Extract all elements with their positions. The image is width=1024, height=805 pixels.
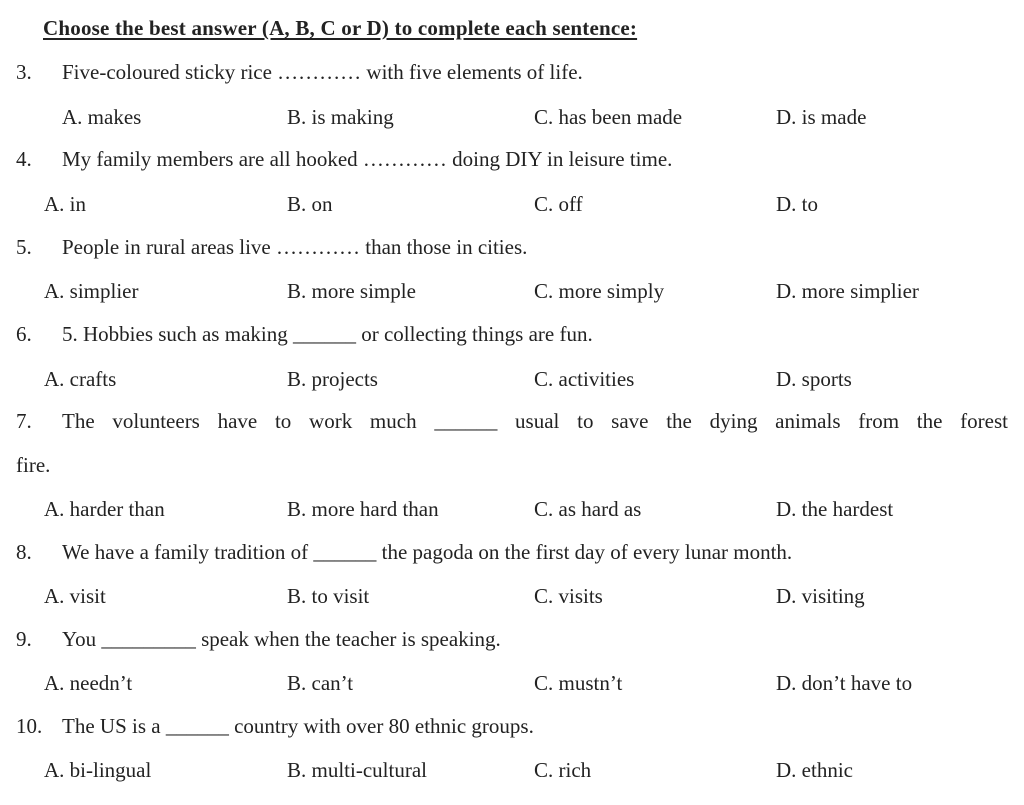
option-d: D. more simplier bbox=[776, 279, 919, 303]
option-d: D. the hardest bbox=[776, 497, 894, 521]
option-c: C. visits bbox=[534, 584, 603, 608]
question-number: 3. bbox=[16, 60, 32, 84]
question-number: 5. bbox=[16, 235, 32, 259]
option-a: A. simplier bbox=[44, 279, 139, 303]
instruction-heading: Choose the best answer (A, B, C or D) to complete each sentence: bbox=[43, 16, 638, 40]
question-text: 5. Hobbies such as making ______ or collecting things are fun. bbox=[62, 322, 593, 346]
option-b: B. multi-cultural bbox=[287, 758, 427, 782]
option-c: C. activities bbox=[534, 367, 635, 391]
option-d: D. is made bbox=[776, 105, 867, 129]
option-a: A. harder than bbox=[44, 497, 165, 521]
option-c: C. mustn’t bbox=[534, 671, 623, 695]
question-number: 4. bbox=[16, 147, 32, 171]
question-text: You _________ speak when the teacher is speaking. bbox=[62, 627, 501, 651]
question-continuation: fire. bbox=[16, 453, 51, 477]
question-number: 6. bbox=[16, 322, 32, 346]
option-d: D. don’t have to bbox=[776, 671, 913, 695]
question-text: People in rural areas live ………… than those in cities. bbox=[62, 235, 528, 259]
option-c: C. more simply bbox=[534, 279, 665, 303]
option-c: C. rich bbox=[534, 758, 592, 782]
option-c: C. off bbox=[534, 192, 583, 216]
option-b: B. projects bbox=[287, 367, 378, 391]
option-d: D. to bbox=[776, 192, 818, 216]
option-a: A. bi-lingual bbox=[44, 758, 152, 782]
option-b: B. is making bbox=[287, 105, 394, 129]
question-text: We have a family tradition of ______ the pagoda on the first day of every lunar month. bbox=[62, 540, 793, 564]
question-3 bbox=[16, 62, 583, 83]
option-d: D. ethnic bbox=[776, 758, 853, 782]
question-6 bbox=[16, 324, 593, 345]
question-10 bbox=[16, 716, 534, 737]
option-d: D. visiting bbox=[776, 584, 865, 608]
question-text: My family members are all hooked ………… doing DIY in leisure time. bbox=[62, 147, 673, 171]
question-text: Five-coloured sticky rice ………… with five elements of life. bbox=[62, 60, 583, 84]
question-7 bbox=[16, 411, 1008, 432]
question-9 bbox=[16, 629, 501, 650]
question-number: 10. bbox=[16, 714, 43, 738]
question-number: 9. bbox=[16, 627, 32, 651]
option-a: A. visit bbox=[44, 584, 106, 608]
question-4 bbox=[16, 149, 672, 170]
option-c: C. has been made bbox=[534, 105, 683, 129]
question-text: The US is a ______ country with over 80 ethnic groups. bbox=[62, 714, 534, 738]
option-b: B. more hard than bbox=[287, 497, 439, 521]
option-c: C. as hard as bbox=[534, 497, 642, 521]
option-a: A. crafts bbox=[44, 367, 117, 391]
option-b: B. more simple bbox=[287, 279, 416, 303]
question-text: The volunteers have to work much ______ usual to save the dying animals from the forest bbox=[62, 409, 1008, 433]
question-number: 8. bbox=[16, 540, 32, 564]
question-8 bbox=[16, 542, 792, 563]
option-b: B. can’t bbox=[287, 671, 354, 695]
option-b: B. on bbox=[287, 192, 333, 216]
option-a: A. in bbox=[44, 192, 86, 216]
question-5 bbox=[16, 237, 527, 258]
question-number: 7. bbox=[16, 409, 32, 433]
option-b: B. to visit bbox=[287, 584, 370, 608]
option-a: A. makes bbox=[62, 105, 142, 129]
option-d: D. sports bbox=[776, 367, 852, 391]
option-a: A. needn’t bbox=[44, 671, 133, 695]
